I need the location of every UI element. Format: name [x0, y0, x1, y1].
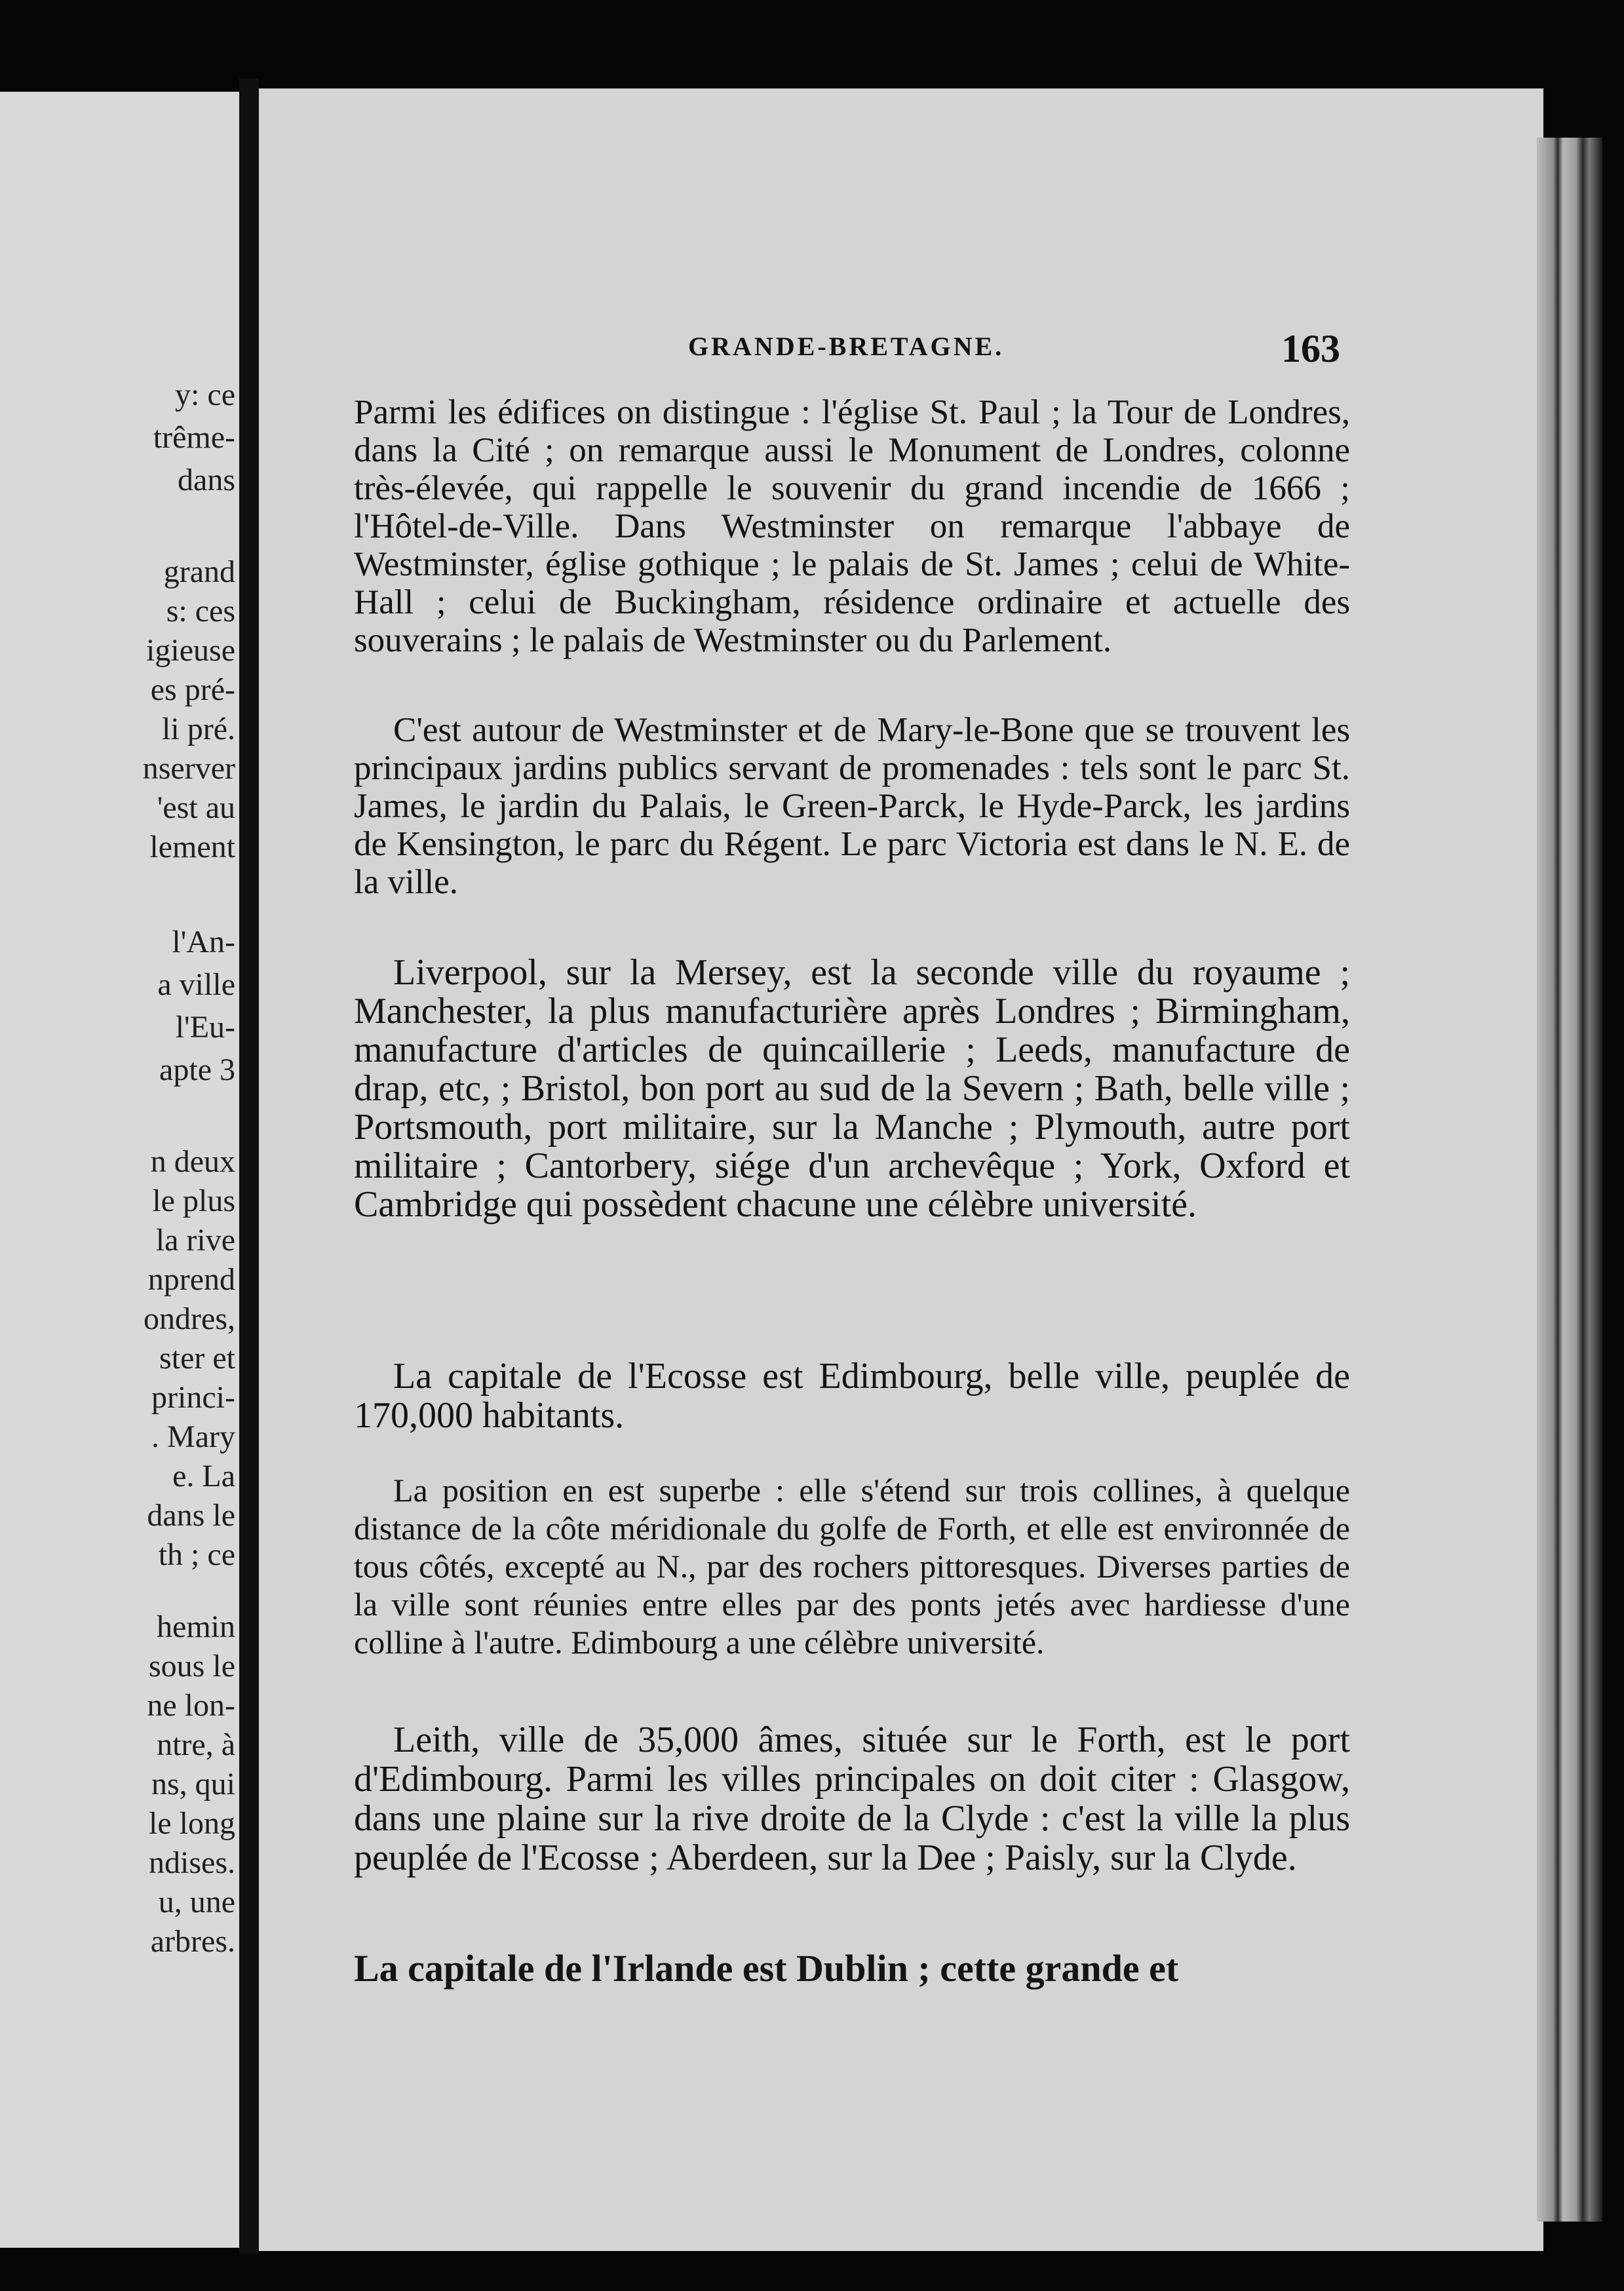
paragraph-text: La capitale de l'Ecosse est Edimbourg, belle ville, peuplée de 170,000 habitants. — [354, 1356, 1350, 1436]
left-page-line: princi- — [151, 1380, 235, 1415]
book-gutter — [239, 79, 259, 2254]
paragraph-text: Liverpool, sur la Mersey, est la seconde ville du royaume ; Manchester, la plus manufacturière après Londres ; Birmingham, manufacture d'articles de quincaillerie ; Leeds, manufacture de drap, etc, ; Bristol, bon port au sud de la Severn ; Bath, belle ville ; Portsmouth, port militaire, sur la Manche ; Plymouth, autre port militaire ; Cantorbery, siége d'un archevêque ; York, Oxford et Cambridge qui possèdent chacune une célèbre université. — [354, 952, 1350, 1225]
left-page-line: hemin — [157, 1609, 235, 1644]
page-number: 163 — [1281, 327, 1340, 370]
left-page-line: le long — [149, 1806, 235, 1841]
left-page-line: dans le — [147, 1498, 235, 1533]
left-page-line: n deux — [150, 1144, 235, 1179]
left-page-line: es pré- — [150, 672, 235, 707]
paragraph-text: Parmi les édifices on distingue : l'église St. Paul ; la Tour de Londres, dans la Cité ; on remarque aussi le Monument de Londres, colonne très-élevée, qui rappelle le souvenir du grand incendie de 1666 ; l'Hôtel-de-Ville. Dans Westminster on remarque l'abbaye de Westminster, église gothique ; le palais de St. James ; celui de White-Hall ; celui de Buckingham, résidence ordinaire et actuelle des souverains ; le palais de Westminster ou du Parlement. — [354, 393, 1350, 659]
left-page-line: nprend — [147, 1262, 235, 1297]
page-edge — [1537, 138, 1602, 2222]
left-page-line: nserver — [142, 751, 235, 786]
paragraph-2 — [354, 711, 1350, 901]
paragraph-5 — [354, 1471, 1350, 1661]
left-page-line: igieuse — [146, 633, 235, 668]
paragraph-3 — [354, 953, 1350, 1224]
paragraph-text: C'est autour de Westminster et de Mary-le-Bone que se trouvent les principaux jardins publics servant de promenades : tels sont le parc St. James, le jardin du Palais, le Green-Parck, le Hyde-Parck, les jardins de Kensington, le parc du Régent. Le parc Victoria est dans le N. E. de la ville. — [354, 711, 1350, 901]
left-page-fragment — [0, 92, 239, 2248]
left-page-line: a ville — [157, 967, 235, 1002]
left-page-line: ondres, — [144, 1301, 235, 1336]
paragraph-text: La position en est superbe : elle s'étend sur trois collines, à quelque distance de la côte méridionale du golfe de Forth, et elle est environnée de tous côtés, excepté au N., par des rochers pittoresques. Diverses parties de la ville sont réunies entre elles par des ponts jetés avec hardiesse d'une colline à l'autre. Edimbourg a une célèbre université. — [354, 1472, 1350, 1661]
left-page-line: l'Eu- — [175, 1010, 235, 1045]
left-page-line: y: ce — [175, 377, 235, 412]
left-page-line: u, une — [158, 1885, 235, 1919]
left-page-line: s: ces — [166, 594, 235, 628]
left-page-line: dans — [178, 463, 235, 497]
paragraph-4 — [354, 1357, 1350, 1435]
left-page-line: ntre, à — [157, 1727, 235, 1762]
left-page-line: apte 3 — [159, 1052, 235, 1087]
left-page-line: . Mary — [151, 1419, 235, 1454]
paragraph-text: La capitale de l'Irlande est Dublin ; cette grande et — [354, 1947, 1179, 1990]
left-page-line: th ; ce — [158, 1537, 235, 1572]
left-page-line: la rive — [155, 1223, 235, 1258]
left-page-line: ndises. — [149, 1845, 235, 1880]
left-page-line: 'est au — [157, 790, 235, 825]
running-head: GRANDE-BRETAGNE. — [688, 332, 1005, 361]
left-page-line: lement — [149, 830, 235, 864]
left-page-line: arbres. — [150, 1924, 235, 1959]
left-page-line: li pré. — [162, 712, 235, 746]
left-page-line: grand — [163, 554, 235, 589]
paragraph-text: Leith, ville de 35,000 âmes, située sur le Forth, est le port d'Edimbourg. Parmi les villes principales on doit citer : Glasgow, dans une plaine sur la rive droite de la Clyde : c'est la ville la plus peuplée de l'Ecosse ; Aberdeen, sur la Dee ; Paisly, sur la Clyde. — [354, 1720, 1350, 1878]
left-page-line: ns, qui — [151, 1767, 235, 1801]
left-page-line: ne lon- — [147, 1688, 235, 1723]
paragraph-7 — [354, 1947, 1350, 1990]
left-page-line: e. La — [172, 1459, 235, 1493]
left-page-line: le plus — [152, 1184, 235, 1218]
left-page-line: trême- — [153, 420, 235, 455]
left-page-line: ster et — [159, 1341, 235, 1376]
paragraph-6 — [354, 1720, 1350, 1877]
left-page-line: sous le — [149, 1649, 235, 1684]
left-page-line: l'An- — [172, 925, 235, 959]
paragraph-1 — [354, 393, 1350, 659]
